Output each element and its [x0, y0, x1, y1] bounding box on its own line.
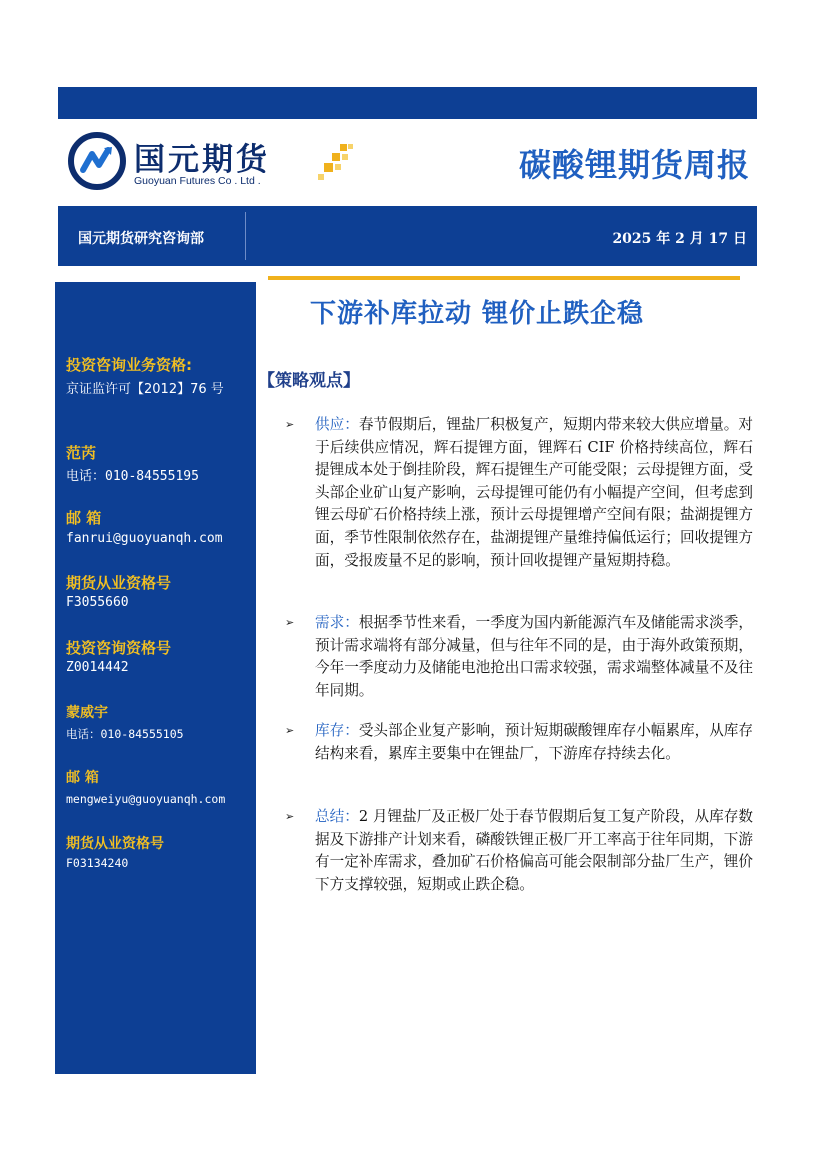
point-body: 2 月锂盐厂及正极厂处于春节假期后复工复产阶段，从库存数据及下游排产计划来看，磷酸铁锂正极厂开工率高于往年同期，下游有一定补库需求，叠加矿石价格偏高可能会限制部分盐厂生产，锂价下方支撑较强，短期或止跌企稳。 — [315, 808, 753, 893]
headline: 下游补库拉动 锂价止跌企稳 — [310, 299, 645, 329]
analyst2-phone: 电话：010-84555105 — [66, 727, 184, 741]
analyst1-email[interactable]: fanrui@guoyuanqh.com — [66, 531, 223, 546]
point-label: 库存： — [315, 722, 359, 739]
logo-chinese-name: 国元期货 — [134, 142, 270, 178]
company-logo — [68, 132, 358, 194]
qualification-value: 京证监许可【2012】76 号 — [66, 382, 224, 397]
analyst2-email-label: 邮 箱 — [66, 770, 99, 786]
analyst1-futures-cert-label: 期货从业资格号 — [66, 574, 172, 592]
analyst1-name: 范芮 — [66, 444, 97, 462]
top-banner — [58, 87, 757, 119]
logo-emblem-icon — [68, 132, 126, 190]
analyst2-name: 蒙威宇 — [66, 705, 108, 721]
bullet-arrow-icon: ➢ — [285, 810, 295, 823]
info-bar-divider — [245, 212, 246, 260]
analyst1-advisory-cert-label: 投资咨询资格号 — [66, 639, 172, 657]
point-text — [315, 612, 753, 702]
point-label: 总结： — [315, 808, 359, 825]
analyst1-futures-cert: F3055660 — [66, 595, 129, 610]
point-body: 受头部企业复产影响，预计短期碳酸锂库存小幅累库，从库存结构来看，累库主要集中在锂盐厂，下游库存持续去化。 — [315, 722, 753, 762]
qualification-label: 投资咨询业务资格: — [66, 356, 192, 374]
bullet-arrow-icon: ➢ — [285, 724, 295, 737]
point-label: 供应： — [315, 416, 359, 433]
point-body: 根据季节性来看，一季度为国内新能源汽车及储能需求淡季，预计需求端将有部分减量，但与往年不同的是，由于海外政策预期，今年一季度动力及储能电池抢出口需求较强，需求端整体减量不及往年同期。 — [315, 614, 753, 699]
analyst-sidebar — [55, 282, 256, 1074]
gold-divider — [268, 276, 740, 280]
report-title: 碳酸锂期货周报 — [518, 146, 750, 184]
analyst1-advisory-cert: Z0014442 — [66, 660, 129, 675]
analyst1-phone: 电话：010-84555195 — [66, 469, 199, 484]
logo-squares-icon — [316, 142, 356, 182]
logo-english-name: Guoyuan Futures Co . Ltd . — [134, 175, 261, 187]
report-date: 2025 年 2 月 17 日 — [612, 231, 747, 247]
point-text — [315, 720, 753, 765]
department-label: 国元期货研究咨询部 — [78, 231, 204, 247]
analyst2-futures-cert-label: 期货从业资格号 — [66, 836, 164, 852]
analyst1-email-label: 邮 箱 — [66, 509, 102, 527]
info-bar — [58, 206, 757, 266]
point-label: 需求： — [315, 614, 359, 631]
analyst2-futures-cert: F03134240 — [66, 856, 129, 870]
section-title: 【策略观点】 — [258, 371, 360, 391]
point-text — [315, 414, 753, 572]
point-text — [315, 806, 753, 896]
analyst2-email[interactable]: mengweiyu@guoyuanqh.com — [66, 792, 226, 806]
bullet-arrow-icon: ➢ — [285, 616, 295, 629]
bullet-arrow-icon: ➢ — [285, 418, 295, 431]
point-body: 春节假期后，锂盐厂积极复产，短期内带来较大供应增量。对于后续供应情况，辉石提锂方面，锂辉石 CIF 价格持续高位，辉石提锂成本处于倒挂阶段，辉石提锂生产可能受限；云母提锂方面，受头部企业矿山复产影响，云母提锂可能仍有小幅提产空间，但考虑到锂云母矿石价格持续上涨，预计云母提锂增产空间有限；盐湖提锂方面，季节性限制依然存在，盐湖提锂产量维持偏低运行；回收提锂方面，受报废量不足的影响，预计回收提锂产量短期持稳。 — [315, 416, 753, 569]
